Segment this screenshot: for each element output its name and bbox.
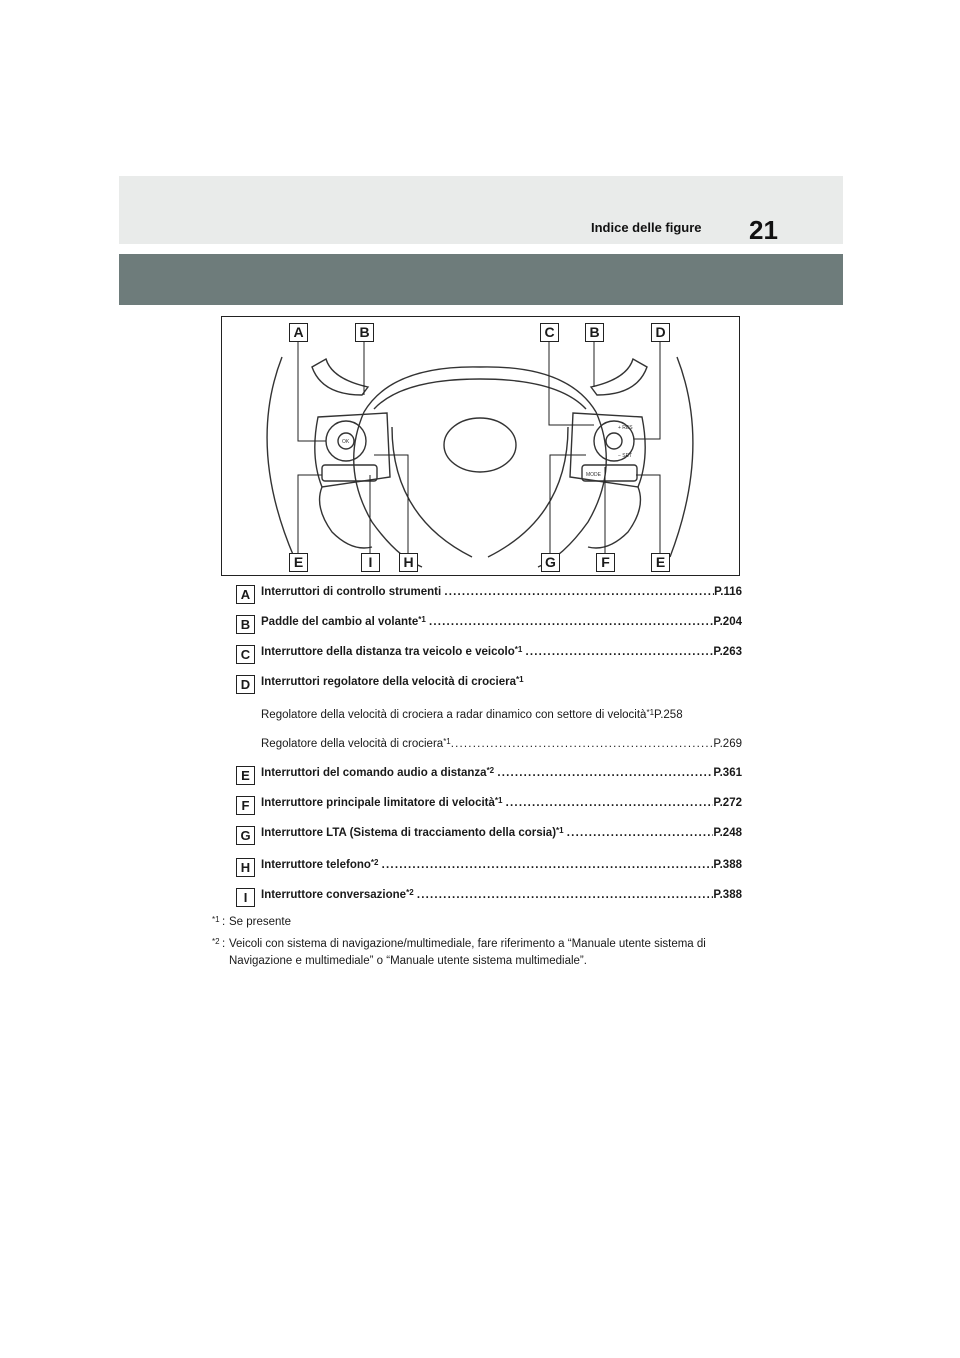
- footnote-ref: *2: [486, 766, 495, 775]
- footnote-ref: *1: [443, 737, 451, 746]
- footnote-ref: *1: [418, 615, 426, 624]
- figure-label-b-right: B: [585, 323, 604, 342]
- index-entry-e[interactable]: [236, 765, 742, 787]
- footnote-text: Se presente: [229, 916, 292, 928]
- figure-label-i: I: [361, 553, 380, 572]
- index-subentry-cruise[interactable]: [261, 738, 742, 756]
- subentry-text: Regolatore della velocità di crociera: [261, 738, 444, 750]
- entry-text: Interruttore LTA (Sistema di tracciamento della corsia): [261, 827, 557, 839]
- entry-letter: B: [236, 615, 255, 634]
- entry-text: Interruttore conversazione: [261, 889, 407, 901]
- entry-letter: G: [236, 826, 255, 845]
- entry-letter: H: [236, 858, 255, 877]
- figure-label-d: D: [651, 323, 670, 342]
- footnote-ref: *1: [516, 675, 524, 684]
- figure-label-f: F: [596, 553, 615, 572]
- entry-letter: I: [236, 888, 255, 907]
- set-button-text: − SET: [618, 453, 633, 459]
- mode-button-text: MODE: [586, 472, 601, 478]
- figure-label-c: C: [540, 323, 559, 342]
- entry-letter: E: [236, 766, 255, 785]
- entry-text: Interruttore principale limitatore di velocità: [261, 797, 495, 809]
- page-ref[interactable]: P.388: [713, 859, 742, 871]
- page-ref[interactable]: P.269: [713, 738, 742, 750]
- footnote-ref: *1: [514, 645, 523, 654]
- page-ref[interactable]: P.272: [713, 797, 742, 809]
- index-entry-a[interactable]: [236, 584, 742, 606]
- entry-letter: F: [236, 796, 255, 815]
- section-banner: [119, 254, 843, 305]
- page-ref[interactable]: P.204: [713, 616, 742, 628]
- footnote-2: [212, 936, 752, 972]
- res-button-text: + RES: [618, 425, 633, 431]
- footnote-ref: *2: [370, 858, 379, 867]
- index-entry-f[interactable]: [236, 795, 742, 817]
- index-subentry-radar-cruise[interactable]: [261, 709, 742, 727]
- section-title: Indice delle figure: [591, 220, 702, 235]
- figure-label-h: H: [399, 553, 418, 572]
- figure-label-e-left: E: [289, 553, 308, 572]
- footnote-text: Veicoli con sistema di navigazione/multimediale, fare riferimento a “Manuale utente sistema di Navigazione e multimediale” o “Manuale utente sistema multimediale”.: [229, 938, 706, 967]
- footnote-colon: :: [222, 916, 226, 928]
- index-entry-i[interactable]: [236, 887, 742, 909]
- index-entry-c[interactable]: [236, 644, 742, 666]
- entry-letter: A: [236, 585, 255, 604]
- page-ref[interactable]: P.248: [713, 827, 742, 839]
- page-ref[interactable]: P.258: [654, 709, 683, 721]
- page-header: [119, 176, 843, 244]
- figure-label-g: G: [541, 553, 560, 572]
- entry-letter: D: [236, 675, 255, 694]
- index-entry-d: [236, 674, 742, 696]
- footnote-ref: *1: [556, 826, 564, 835]
- figure-label-b-left: B: [355, 323, 374, 342]
- footnote-1: [212, 914, 752, 932]
- subentry-text: Regolatore della velocità di crociera a radar dinamico con settore di velocità: [261, 709, 647, 721]
- index-entry-b[interactable]: [236, 614, 742, 636]
- entry-letter: C: [236, 645, 255, 664]
- entry-text: Interruttore telefono: [261, 859, 371, 871]
- page-number: 21: [749, 215, 778, 245]
- figure-label-a: A: [289, 323, 308, 342]
- footnote-mark: *2: [212, 937, 220, 946]
- page-ref[interactable]: P.388: [713, 889, 742, 901]
- entry-text: Interruttori di controllo strumenti: [261, 586, 442, 598]
- page-ref[interactable]: P.116: [714, 586, 742, 598]
- footnote-mark: *1: [212, 915, 220, 924]
- index-entry-g[interactable]: [236, 825, 742, 847]
- page-ref[interactable]: P.361: [713, 767, 742, 779]
- entry-text: Interruttori regolatore della velocità di crociera: [261, 676, 516, 688]
- footnote-colon: :: [222, 938, 226, 950]
- index-entry-h[interactable]: [236, 857, 742, 879]
- steering-wheel-illustration: [222, 317, 741, 577]
- entry-text: Interruttori del comando audio a distanza: [261, 767, 487, 779]
- page-ref[interactable]: P.263: [713, 646, 742, 658]
- footnote-ref: *1: [646, 708, 655, 717]
- entry-text: Paddle del cambio al volante: [261, 616, 419, 628]
- figure-label-e-right: E: [651, 553, 670, 572]
- ok-button-text: OK: [342, 439, 350, 445]
- footnote-ref: *2: [406, 888, 414, 897]
- footnote-ref: *1: [494, 796, 503, 805]
- steering-wheel-figure: [221, 316, 740, 576]
- entry-text: Interruttore della distanza tra veicolo e veicolo: [261, 646, 515, 658]
